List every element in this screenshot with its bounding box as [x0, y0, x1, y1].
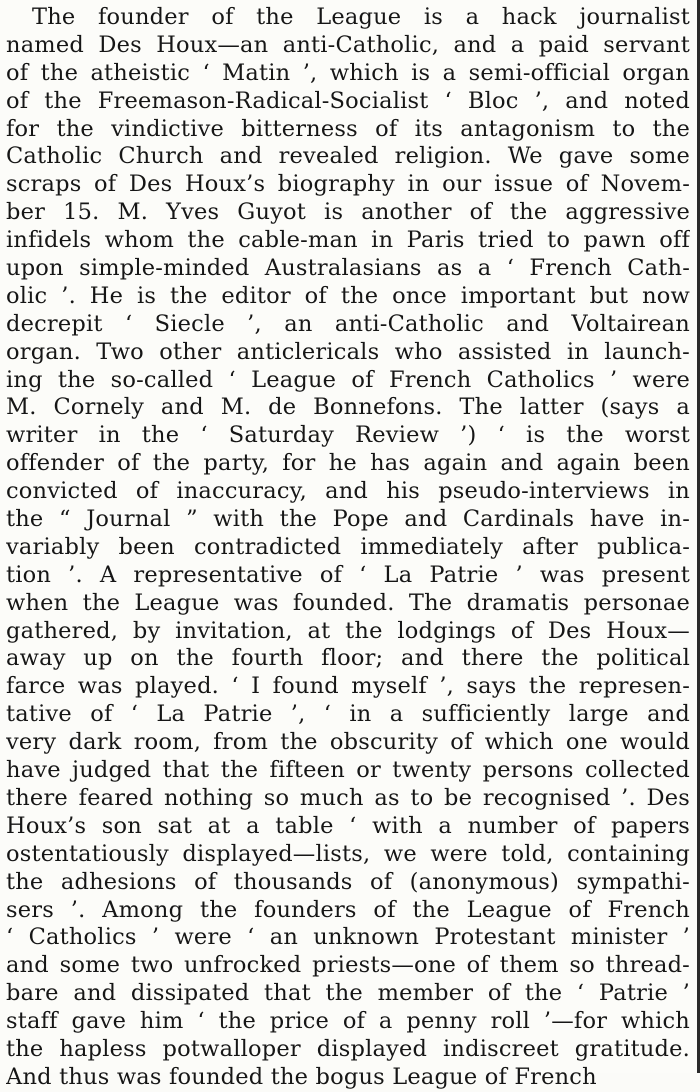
- article-line: Catholic Church and revealed religion. We gave some: [6, 143, 690, 170]
- article-line: ing the so-called ‘ League of French Catholics ’ were: [6, 366, 690, 393]
- article-line: farce was played. ‘ I found myself ’, says the represen-: [6, 673, 690, 700]
- article-line: infidels whom the cable-man in Paris tried to pawn off: [6, 227, 690, 254]
- article-line: decrepit ‘ Siecle ’, an anti-Catholic and Voltairean: [6, 310, 690, 337]
- article-line: when the League was founded. The dramatis personae: [6, 589, 690, 616]
- article-line: the hapless potwalloper displayed indiscreet gratitude.: [6, 1035, 690, 1062]
- article-line: there feared nothing so much as to be recognised ’. Des: [6, 784, 690, 811]
- article-line: and some two unfrocked priests—one of them so thread-: [6, 952, 690, 979]
- article-line: tative of ‘ La Patrie ’, ‘ in a sufficiently large and: [6, 701, 690, 728]
- article-line: upon simple-minded Australasians as a ‘ French Cath-: [6, 255, 690, 282]
- article-column: [6, 4, 690, 1092]
- article-line: of the atheistic ‘ Matin ’, which is a semi-official organ: [6, 59, 690, 86]
- article-line: staff gave him ‘ the price of a penny roll ’—for which: [6, 1008, 690, 1035]
- article-line: the adhesions of thousands of (anonymous) sympathi-: [6, 868, 690, 895]
- article-line: writer in the ‘ Saturday Review ’) ‘ is the worst: [6, 422, 690, 449]
- article-line: organ. Two other anticlericals who assisted in launch-: [6, 338, 690, 365]
- article-line: the “ Journal ” with the Pope and Cardinals have in-: [6, 506, 690, 533]
- article-line: named Des Houx—an anti-Catholic, and a paid servant: [6, 31, 690, 58]
- article-line: The founder of the League is a hack journalist: [32, 4, 690, 30]
- article-line: have judged that the fifteen or twenty persons collected: [6, 757, 690, 784]
- article-line: away up on the fourth floor; and there the political: [6, 645, 690, 672]
- article-line: tion ’. A representative of ‘ La Patrie ’ was present: [6, 561, 690, 588]
- article-line: ‘ Catholics ’ were ‘ an unknown Protestant minister ’: [6, 924, 690, 951]
- article-line: Houx’s son sat at a table ‘ with a number of papers: [6, 812, 690, 839]
- article-line: sers ’. Among the founders of the League of French: [6, 896, 690, 923]
- article-line: And thus was founded the bogus League of French: [6, 1063, 597, 1090]
- article-line: offender of the party, for he has again and again been: [6, 450, 690, 477]
- article-line: bare and dissipated that the member of the ‘ Patrie ’: [6, 980, 690, 1007]
- article-line: for the vindictive bitterness of its antagonism to the: [6, 115, 690, 142]
- article-line: scraps of Des Houx’s biography in our issue of Novem-: [6, 171, 690, 198]
- article-line: very dark room, from the obscurity of which one would: [6, 729, 690, 756]
- article-line: olic ’. He is the editor of the once important but now: [6, 282, 690, 309]
- article-line: M. Cornely and M. de Bonnefons. The latter (says a: [6, 394, 690, 421]
- article-line: ber 15. M. Yves Guyot is another of the aggressive: [6, 199, 690, 226]
- article-line: of the Freemason-Radical-Socialist ‘ Bloc ’, and noted: [6, 87, 690, 114]
- article-line: ostentatiously displayed—lists, we were told, containing: [6, 840, 690, 867]
- article-line: convicted of inaccuracy, and his pseudo-interviews in: [6, 478, 690, 505]
- article-line: gathered, by invitation, at the lodgings of Des Houx—: [6, 617, 690, 644]
- article-line: variably been contradicted immediately after publica-: [6, 533, 690, 560]
